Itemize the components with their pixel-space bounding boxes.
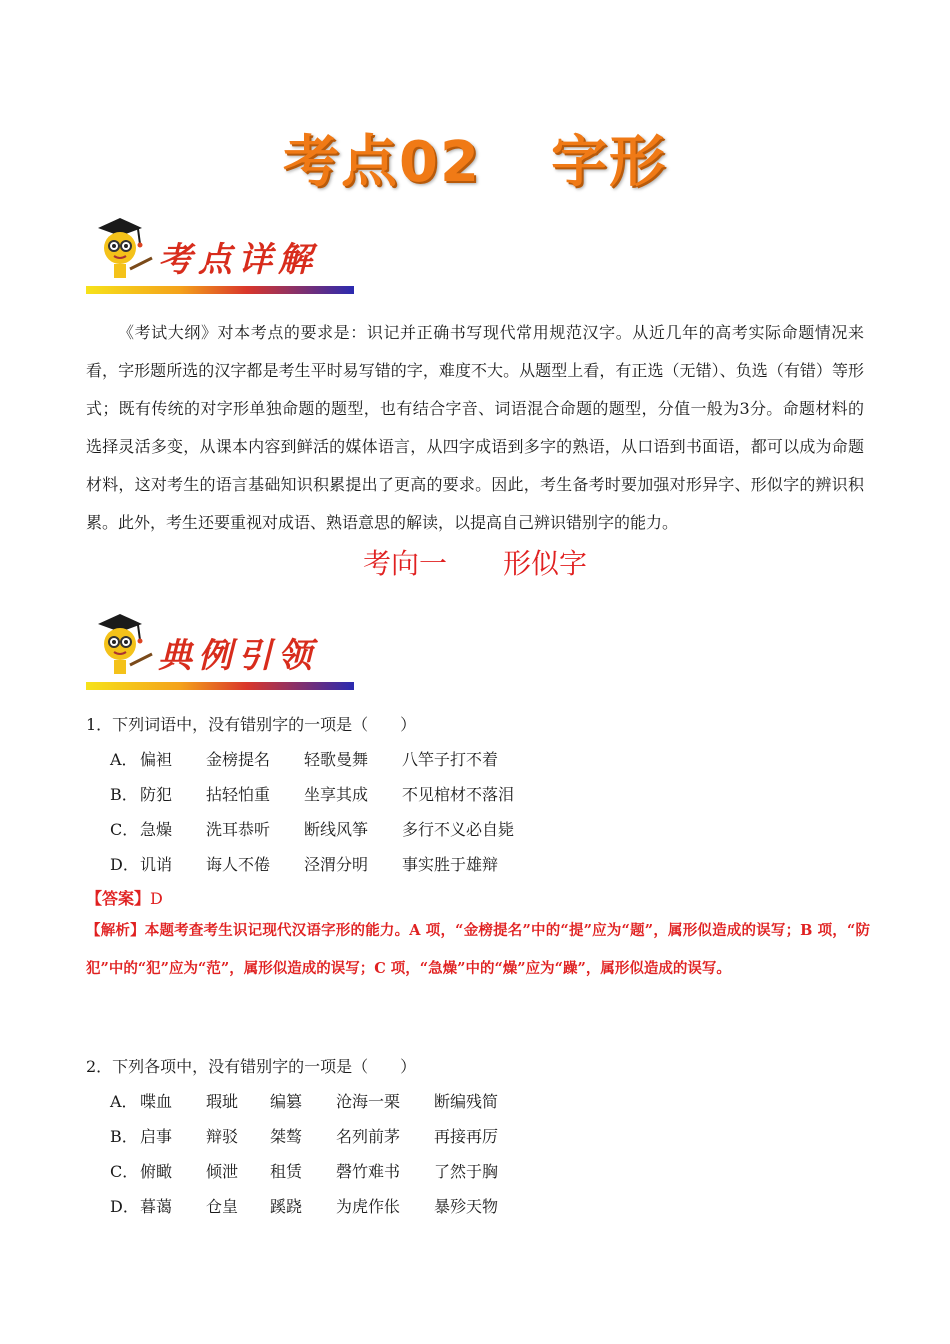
option-c bbox=[86, 1154, 498, 1189]
question-1 bbox=[86, 708, 514, 882]
option-item: 不见棺材不落泪 bbox=[402, 785, 515, 804]
option-item: 蹊跷 bbox=[270, 1197, 303, 1216]
answer-line bbox=[86, 886, 163, 909]
option-item: 俯瞰 bbox=[140, 1162, 173, 1181]
option-item: 多行不义必自毙 bbox=[402, 820, 515, 839]
option-item: 金榜提名 bbox=[206, 750, 271, 769]
mascot-icon bbox=[90, 214, 162, 286]
banner-underline bbox=[86, 286, 354, 294]
option-item: 桀骜 bbox=[270, 1127, 303, 1146]
section-heading bbox=[0, 542, 950, 582]
option-label: B． bbox=[110, 785, 138, 804]
option-item: 启事 bbox=[140, 1127, 173, 1146]
option-item: 拈轻怕重 bbox=[206, 785, 271, 804]
question-stem: 1．下列词语中，没有错别字的一项是（ ） bbox=[86, 715, 417, 734]
option-a bbox=[86, 742, 514, 777]
banner-kaodian bbox=[86, 214, 354, 294]
option-item: 暴殄天物 bbox=[434, 1197, 499, 1216]
option-item: 事实胜于雄辩 bbox=[402, 855, 499, 874]
option-label: C． bbox=[110, 820, 139, 839]
option-item: 编篡 bbox=[270, 1092, 303, 1111]
option-item: 断线风筝 bbox=[304, 820, 369, 839]
option-item: 沧海一栗 bbox=[336, 1092, 401, 1111]
option-item: 磬竹难书 bbox=[336, 1162, 401, 1181]
option-item: 喋血 bbox=[140, 1092, 173, 1111]
option-label: D． bbox=[110, 855, 139, 874]
option-item: 倾泄 bbox=[206, 1162, 239, 1181]
banner-dianli bbox=[86, 610, 354, 690]
analysis-label: 【解析】 bbox=[86, 922, 145, 939]
option-item: 坐享其成 bbox=[304, 785, 369, 804]
answer-value: D bbox=[150, 889, 163, 908]
option-label: D． bbox=[110, 1197, 139, 1216]
section-part2: 形似字 bbox=[503, 547, 588, 580]
option-item: 洗耳恭听 bbox=[206, 820, 271, 839]
option-item: 暮蔼 bbox=[140, 1197, 173, 1216]
mascot-icon bbox=[90, 610, 162, 682]
option-item: 租赁 bbox=[270, 1162, 303, 1181]
option-label: A． bbox=[110, 1092, 138, 1111]
analysis-block bbox=[86, 912, 870, 988]
banner-title bbox=[158, 628, 318, 677]
option-item: 断编残简 bbox=[434, 1092, 499, 1111]
banner-underline bbox=[86, 682, 354, 690]
question-stem: 2．下列各项中，没有错别字的一项是（ ） bbox=[86, 1057, 417, 1076]
option-b bbox=[86, 777, 514, 812]
title-part1: 考点02 bbox=[283, 130, 481, 195]
option-d bbox=[86, 1189, 498, 1224]
option-item: 仓皇 bbox=[206, 1197, 239, 1216]
page-title bbox=[0, 118, 950, 198]
option-item: 再接再厉 bbox=[434, 1127, 499, 1146]
option-item: 讥诮 bbox=[140, 855, 173, 874]
option-d bbox=[86, 847, 514, 882]
banner-title-text: 考点详解 bbox=[158, 240, 318, 280]
option-b bbox=[86, 1119, 498, 1154]
option-label: C． bbox=[110, 1162, 139, 1181]
option-label: B． bbox=[110, 1127, 138, 1146]
option-item: 诲人不倦 bbox=[206, 855, 271, 874]
title-part2: 字形 bbox=[550, 130, 667, 195]
question-2 bbox=[86, 1050, 498, 1224]
option-item: 八竿子打不着 bbox=[402, 750, 499, 769]
option-item: 防犯 bbox=[140, 785, 173, 804]
option-item: 偏袒 bbox=[140, 750, 173, 769]
option-item: 辩驳 bbox=[206, 1127, 239, 1146]
option-label: A． bbox=[110, 750, 138, 769]
option-item: 泾渭分明 bbox=[304, 855, 369, 874]
analysis-text: 本题考查考生识记现代汉语字形的能力。A 项，“金榜提名”中的“提”应为“题”，属形似造成的误写；B 项，“防犯”中的“犯”应为“范”，属形似造成的误写；C 项，“急燥”中的“燥”应为“躁”，属形似造成的误写。 bbox=[86, 922, 870, 977]
banner-title-text: 典例引领 bbox=[158, 636, 318, 676]
option-item: 了然于胸 bbox=[434, 1162, 499, 1181]
option-a bbox=[86, 1084, 498, 1119]
option-item: 急燥 bbox=[140, 820, 173, 839]
banner-title bbox=[158, 232, 318, 281]
intro-text: 《考试大纲》对本考点的要求是：识记并正确书写现代常用规范汉字。从近几年的高考实际命题情况来看，字形题所选的汉字都是考生平时易写错的字，难度不大。从题型上看，有正选（无错）、负选（有错）等形式；既有传统的对字形单独命题的题型，也有结合字音、词语混合命题的题型，分值一般为3分。命题材料的选择灵活多变，从课本内容到鲜活的媒体语言，从四字成语到多字的熟语，从口语到书面语，都可以成为命题材料，这对考生的语言基础知识积累提出了更高的要求。因此，考生备考时要加强对形异字、形似字的辨识积累。此外，考生还要重视对成语、熟语意思的解读，以提高自己辨识错别字的能力。 bbox=[86, 323, 864, 532]
option-c bbox=[86, 812, 514, 847]
option-item: 轻歌曼舞 bbox=[304, 750, 369, 769]
option-item: 为虎作伥 bbox=[336, 1197, 401, 1216]
answer-label: 【答案】 bbox=[86, 889, 151, 908]
option-item: 名列前茅 bbox=[336, 1127, 401, 1146]
intro-paragraph bbox=[86, 314, 864, 542]
option-item: 瑕玼 bbox=[206, 1092, 239, 1111]
section-part1: 考向一 bbox=[362, 547, 447, 580]
